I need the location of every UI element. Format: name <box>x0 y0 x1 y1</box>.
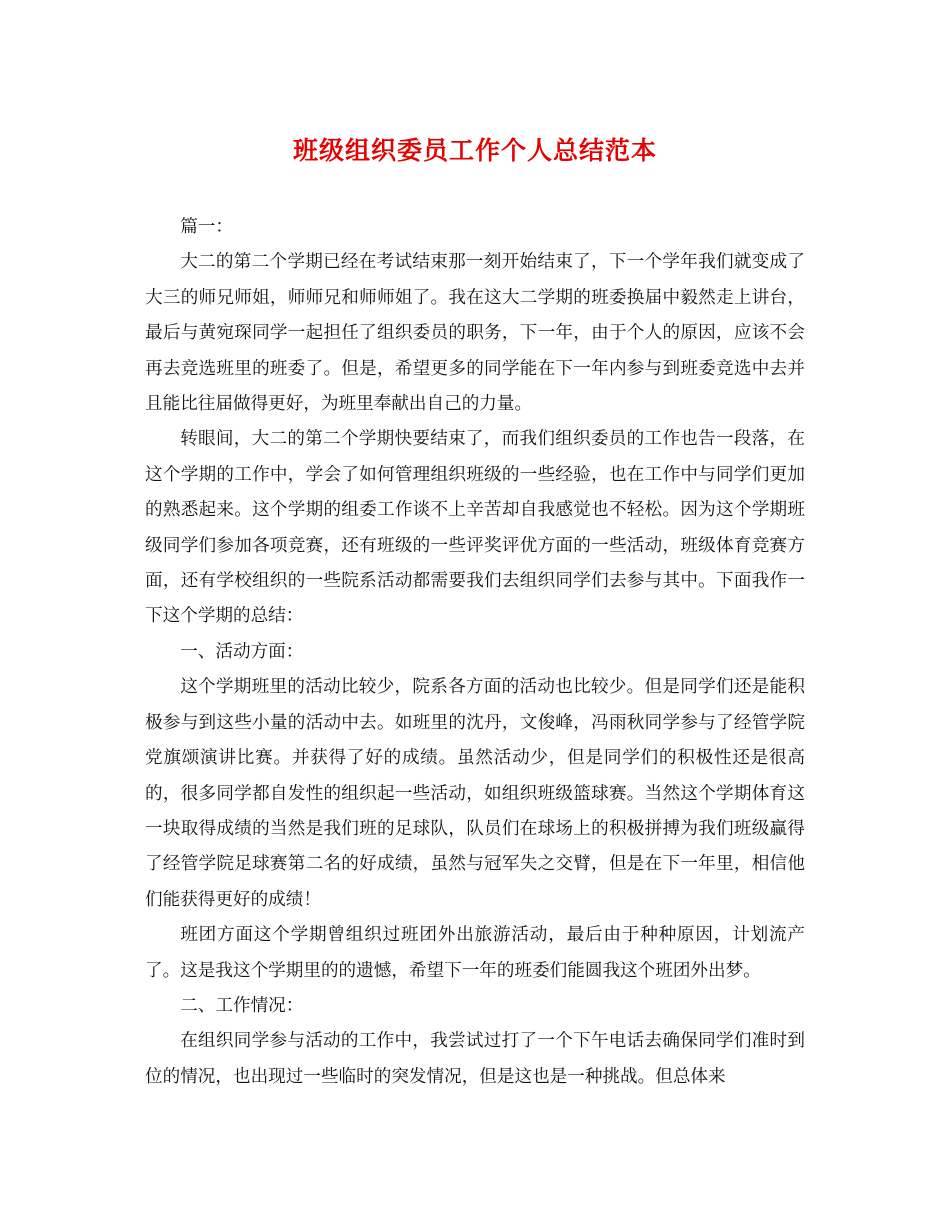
heading-work: 二、工作情况： <box>180 995 304 1016</box>
heading-activities: 一、活动方面： <box>180 641 304 662</box>
paragraph-work: 在组织同学参与活动的工作中，我尝试过打了一个下午电话去确保同学们准时到位的情况，也出现过一些临时的突发情况，但是这也是一种挑战。但总体来 <box>145 1031 805 1087</box>
document-body <box>145 210 805 1095</box>
paragraph-overview: 转眼间，大二的第二个学期快要结束了，而我们组织委员的工作也告一段落，在这个学期的工作中，学会了如何管理组织班级的一些经验，也在工作中与同学们更加的熟悉起来。这个学期的组委工作谈不上辛苦却自我感觉也不轻松。因为这个学期班级同学们参加各项竞赛，还有班级的一些评奖评优方面的一些活动，班级体育竞赛方面，还有学校组织的一些院系活动都需要我们去组织同学们去参与其中。下面我作一下这个学期的总结： <box>145 429 805 627</box>
paragraph-section-label: 篇一： <box>180 217 233 237</box>
document-title: 班级组织委员工作个人总结范本 <box>292 136 657 165</box>
paragraph-activities: 这个学期班里的活动比较少，院系各方面的活动也比较少。但是同学们还是能积极参与到这些小量的活动中去。如班里的沈丹，文俊峰，冯雨秋同学参与了经管学院党旗颂演讲比赛。并获得了好的成绩。虽然活动少，但是同学们的积极性还是很高的，很多同学都自发性的组织起一些活动，如组织班级篮球赛。当然这个学期体育这一块取得成绩的当然是我们班的足球队，队员们在球场上的积极拼搏为我们班级赢得了经管学院足球赛第二名的好成绩，虽然与冠军失之交臂，但是在下一年里，相信他们能获得更好的成绩！ <box>145 677 805 910</box>
paragraph-intro: 大二的第二个学期已经在考试结束那一刻开始结束了，下一个学年我们就变成了大三的师兄师姐，师师兄和师师姐了。我在这大二学期的班委换届中毅然走上讲台，最后与黄宛琛同学一起担任了组织委员的职务，下一年，由于个人的原因，应该不会再去竞选班里的班委了。但是，希望更多的同学能在下一年内参与到班委竞选中去并且能比往届做得更好，为班里奉献出自己的力量。 <box>145 252 805 415</box>
paragraph-class-league: 班团方面这个学期曾组织过班团外出旅游活动，最后由于种种原因，计划流产了。这是我这个学期里的的遗憾，希望下一年的班委们能圆我这个班团外出梦。 <box>145 925 805 981</box>
